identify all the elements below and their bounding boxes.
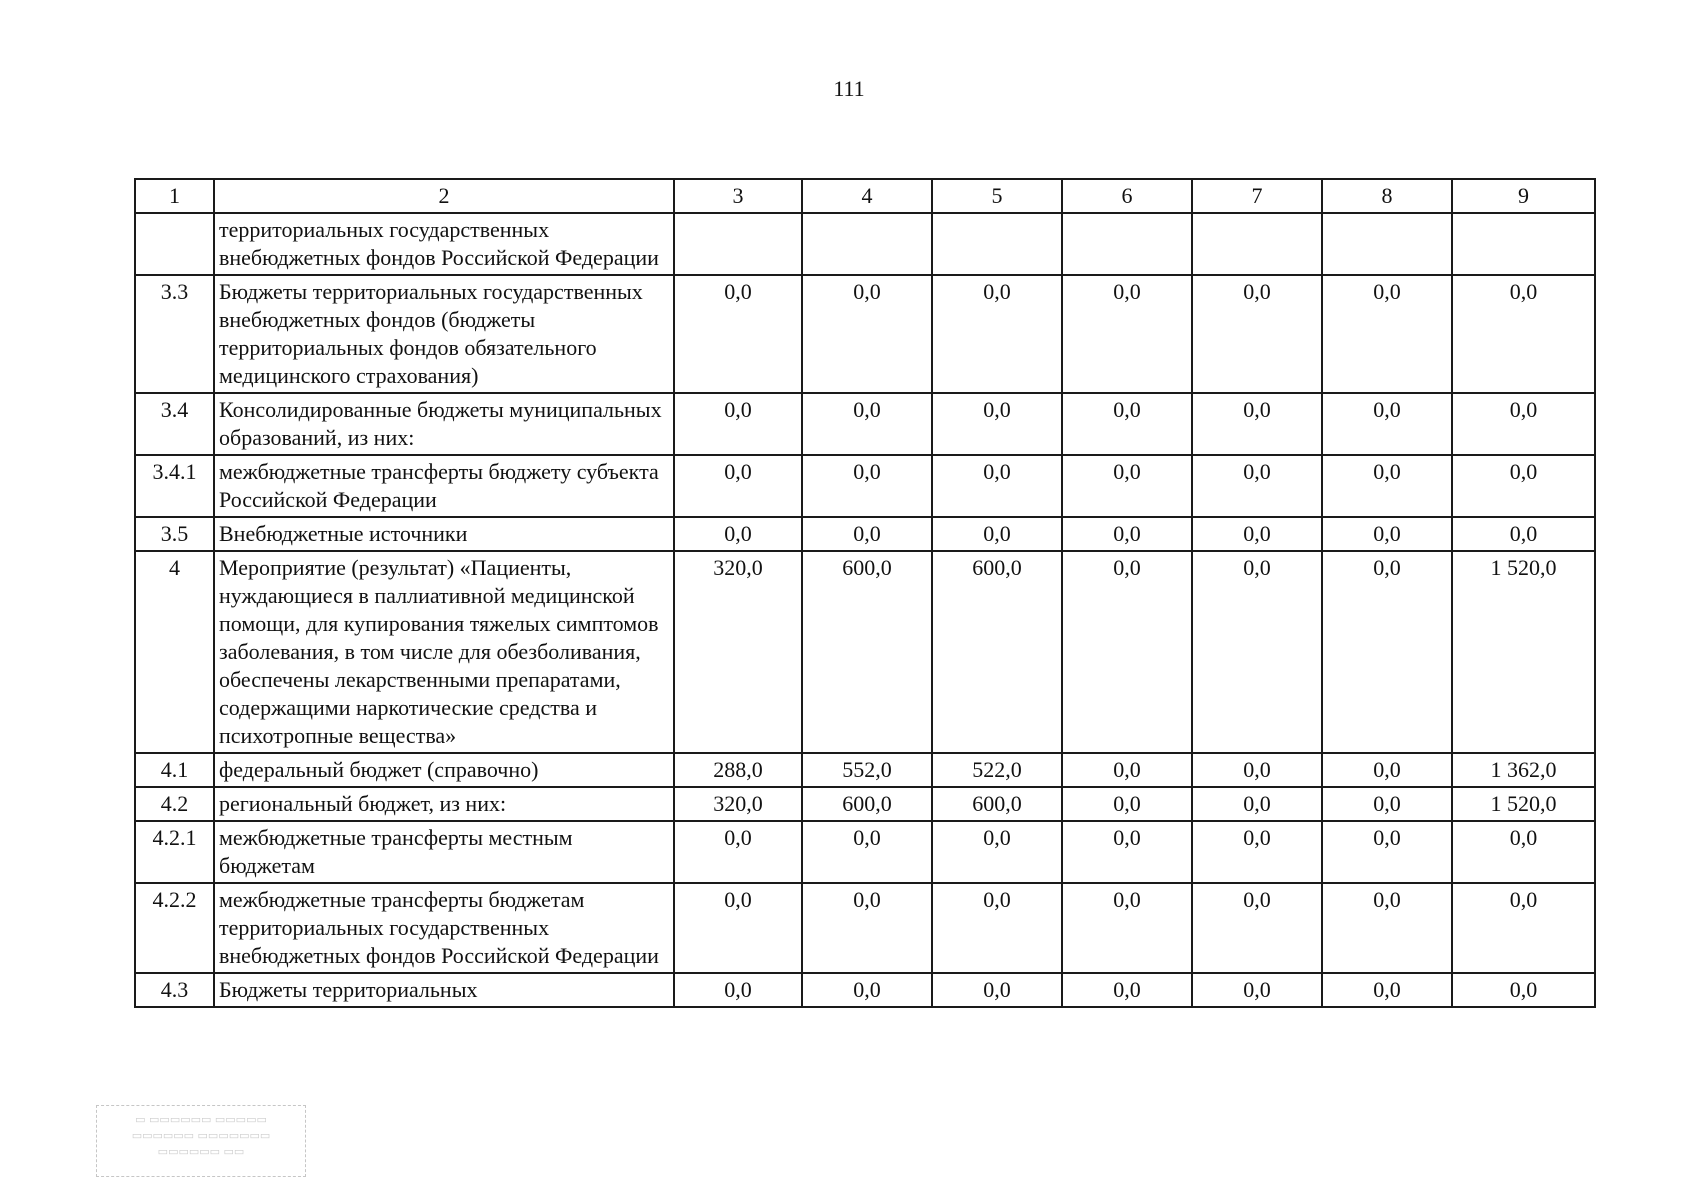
value-cell-col-9: 1 520,0 [1452, 787, 1595, 821]
value-cell-col-9: 0,0 [1452, 517, 1595, 551]
table-row [135, 213, 1595, 275]
value-cell-col-8: 0,0 [1322, 821, 1452, 883]
value-cell-col-5: 0,0 [932, 275, 1062, 393]
value-cell-col-3: 0,0 [674, 517, 802, 551]
value-cell-col-3: 288,0 [674, 753, 802, 787]
value-cell-col-9: 0,0 [1452, 973, 1595, 1007]
row-name-cell: региональный бюджет, из них: [214, 787, 674, 821]
value-cell-col-9: 0,0 [1452, 275, 1595, 393]
value-cell-col-4: 600,0 [802, 787, 932, 821]
value-cell-col-5 [932, 213, 1062, 275]
document-stamp: ▭ ▭▭▭▭▭▭ ▭▭▭▭▭ ▭▭▭▭▭▭ ▭▭▭▭▭▭▭ ▭▭▭▭▭▭ ▭▭ [96, 1105, 306, 1177]
value-cell-col-5: 522,0 [932, 753, 1062, 787]
header-col-4: 4 [802, 179, 932, 213]
page-number: 111 [833, 76, 865, 101]
row-number-cell: 4.1 [135, 753, 214, 787]
value-cell-col-5: 0,0 [932, 821, 1062, 883]
value-cell-col-9: 1 520,0 [1452, 551, 1595, 753]
value-cell-col-6: 0,0 [1062, 883, 1192, 973]
row-number-cell: 4.2.1 [135, 821, 214, 883]
value-cell-col-7: 0,0 [1192, 275, 1322, 393]
value-cell-col-6: 0,0 [1062, 517, 1192, 551]
value-cell-col-9 [1452, 213, 1595, 275]
table-row [135, 973, 1595, 1007]
value-cell-col-5: 0,0 [932, 973, 1062, 1007]
table-row [135, 821, 1595, 883]
value-cell-col-8: 0,0 [1322, 517, 1452, 551]
value-cell-col-7: 0,0 [1192, 883, 1322, 973]
row-name-cell: Бюджеты территориальных государственных внебюджетных фондов (бюджеты территориальных фондов обязательного медицинского страхования) [214, 275, 674, 393]
row-name-cell: Мероприятие (результат) «Пациенты, нуждающиеся в паллиативной медицинской помощи, для купирования тяжелых симптомов заболевания, в том числе для обезболивания, обеспечены лекарственными препаратами, содержащими наркотические средства и психотропные вещества» [214, 551, 674, 753]
value-cell-col-3 [674, 213, 802, 275]
row-number-cell: 4 [135, 551, 214, 753]
value-cell-col-6: 0,0 [1062, 393, 1192, 455]
value-cell-col-8: 0,0 [1322, 883, 1452, 973]
value-cell-col-6: 0,0 [1062, 551, 1192, 753]
value-cell-col-7: 0,0 [1192, 393, 1322, 455]
value-cell-col-8: 0,0 [1322, 973, 1452, 1007]
value-cell-col-3: 0,0 [674, 393, 802, 455]
header-col-7: 7 [1192, 179, 1322, 213]
table-row [135, 275, 1595, 393]
value-cell-col-9: 0,0 [1452, 821, 1595, 883]
table-row [135, 787, 1595, 821]
value-cell-col-3: 0,0 [674, 883, 802, 973]
row-number-cell: 3.4.1 [135, 455, 214, 517]
header-col-5: 5 [932, 179, 1062, 213]
value-cell-col-9: 0,0 [1452, 393, 1595, 455]
table-row [135, 551, 1595, 753]
value-cell-col-6: 0,0 [1062, 973, 1192, 1007]
value-cell-col-7: 0,0 [1192, 821, 1322, 883]
value-cell-col-6: 0,0 [1062, 821, 1192, 883]
value-cell-col-7: 0,0 [1192, 753, 1322, 787]
value-cell-col-8: 0,0 [1322, 551, 1452, 753]
value-cell-col-4: 0,0 [802, 393, 932, 455]
value-cell-col-6: 0,0 [1062, 275, 1192, 393]
value-cell-col-6: 0,0 [1062, 455, 1192, 517]
value-cell-col-3: 0,0 [674, 275, 802, 393]
value-cell-col-6: 0,0 [1062, 753, 1192, 787]
value-cell-col-3: 0,0 [674, 821, 802, 883]
row-number-cell: 3.4 [135, 393, 214, 455]
header-col-9: 9 [1452, 179, 1595, 213]
table-row [135, 883, 1595, 973]
value-cell-col-7 [1192, 213, 1322, 275]
value-cell-col-8: 0,0 [1322, 275, 1452, 393]
header-col-1: 1 [135, 179, 214, 213]
value-cell-col-4: 600,0 [802, 551, 932, 753]
value-cell-col-7: 0,0 [1192, 787, 1322, 821]
row-number-cell: 4.2 [135, 787, 214, 821]
header-col-2: 2 [214, 179, 674, 213]
row-name-cell: Внебюджетные источники [214, 517, 674, 551]
budget-table [134, 178, 1596, 1008]
row-number-cell: 3.3 [135, 275, 214, 393]
row-name-cell: Бюджеты территориальных [214, 973, 674, 1007]
value-cell-col-3: 320,0 [674, 787, 802, 821]
value-cell-col-8 [1322, 213, 1452, 275]
value-cell-col-7: 0,0 [1192, 551, 1322, 753]
value-cell-col-8: 0,0 [1322, 753, 1452, 787]
row-name-cell: межбюджетные трансферты бюджетам территориальных государственных внебюджетных фондов Российской Федерации [214, 883, 674, 973]
value-cell-col-9: 0,0 [1452, 455, 1595, 517]
value-cell-col-7: 0,0 [1192, 973, 1322, 1007]
value-cell-col-4 [802, 213, 932, 275]
value-cell-col-4: 0,0 [802, 275, 932, 393]
row-name-cell: федеральный бюджет (справочно) [214, 753, 674, 787]
row-name-cell: территориальных государственных внебюджетных фондов Российской Федерации [214, 213, 674, 275]
header-col-6: 6 [1062, 179, 1192, 213]
value-cell-col-3: 0,0 [674, 973, 802, 1007]
value-cell-col-8: 0,0 [1322, 455, 1452, 517]
value-cell-col-3: 320,0 [674, 551, 802, 753]
value-cell-col-9: 1 362,0 [1452, 753, 1595, 787]
value-cell-col-4: 0,0 [802, 821, 932, 883]
table-row [135, 517, 1595, 551]
value-cell-col-5: 0,0 [932, 883, 1062, 973]
row-name-cell: межбюджетные трансферты местным бюджетам [214, 821, 674, 883]
value-cell-col-4: 0,0 [802, 973, 932, 1007]
row-number-cell [135, 213, 214, 275]
value-cell-col-3: 0,0 [674, 455, 802, 517]
value-cell-col-8: 0,0 [1322, 393, 1452, 455]
value-cell-col-9: 0,0 [1452, 883, 1595, 973]
table-header [135, 179, 1595, 213]
value-cell-col-6: 0,0 [1062, 787, 1192, 821]
value-cell-col-4: 0,0 [802, 455, 932, 517]
value-cell-col-5: 600,0 [932, 787, 1062, 821]
row-name-cell: Консолидированные бюджеты муниципальных образований, из них: [214, 393, 674, 455]
value-cell-col-6 [1062, 213, 1192, 275]
header-row [135, 179, 1595, 213]
value-cell-col-7: 0,0 [1192, 517, 1322, 551]
value-cell-col-5: 0,0 [932, 455, 1062, 517]
value-cell-col-5: 0,0 [932, 517, 1062, 551]
table-row [135, 753, 1595, 787]
row-name-cell: межбюджетные трансферты бюджету субъекта Российской Федерации [214, 455, 674, 517]
value-cell-col-4: 0,0 [802, 517, 932, 551]
table-row [135, 455, 1595, 517]
value-cell-col-5: 600,0 [932, 551, 1062, 753]
header-col-8: 8 [1322, 179, 1452, 213]
row-number-cell: 3.5 [135, 517, 214, 551]
value-cell-col-4: 0,0 [802, 883, 932, 973]
value-cell-col-7: 0,0 [1192, 455, 1322, 517]
value-cell-col-4: 552,0 [802, 753, 932, 787]
header-col-3: 3 [674, 179, 802, 213]
value-cell-col-5: 0,0 [932, 393, 1062, 455]
row-number-cell: 4.2.2 [135, 883, 214, 973]
row-number-cell: 4.3 [135, 973, 214, 1007]
value-cell-col-8: 0,0 [1322, 787, 1452, 821]
table-body [135, 213, 1595, 1007]
table-row [135, 393, 1595, 455]
